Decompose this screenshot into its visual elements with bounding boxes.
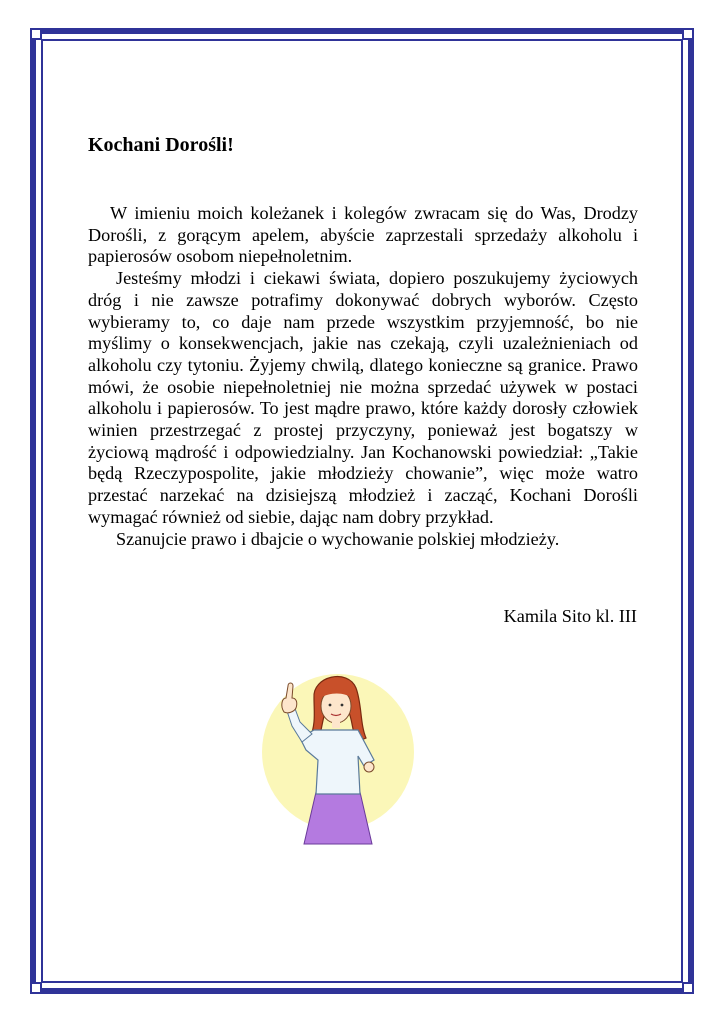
- letter-paragraph-2: Jesteśmy młodzi i ciekawi świata, dopiero poszukujemy życiowych dróg i nie zawsze potrafimy dokonywać dobrych wyborów. Często wybieramy to, co daje nam przede wszystkim przyjemność, bo nie myślimy o konsekwencjach, jakie nas czekają, czyli uzależnieniach od alkoholu czy tytoniu. Żyjemy chwilą, dlatego konieczne są granice. Prawo mówi, że osobie niepełnoletniej nie można sprzedać używek w postaci alkoholu i papierosów. To jest mądre prawo, które każdy dorosły człowiek winien przestrzegać z prostej przyczyny, ponieważ jest bogatszy w życiową mądrość i odpowiedzialny. Jan Kochanowski powiedział: „Takie będą Rzeczypospolite, jakie młodzieży chowanie”, więc może watro przestać narzekać na dzisiejszą młodzież i zacząć, Kochani Dorośli wymagać również od siebie, dając nam dobry przykład.: [88, 268, 638, 527]
- letter-body: [88, 203, 638, 550]
- border-corner-top-right: [682, 28, 694, 40]
- skirt-shape: [304, 792, 372, 844]
- letter-paragraph-3: Szanujcie prawo i dbajcie o wychowanie polskiej młodzieży.: [116, 528, 560, 549]
- letter-paragraph-1: W imieniu moich koleżanek i kolegów zwracam się do Was, Drodzy Dorośli, z gorącym apelem, abyście zaprzestali sprzedaży alkoholu i papierosów osobom niepełnoletnim.: [88, 203, 638, 267]
- border-corner-bottom-left: [30, 982, 42, 994]
- border-corner-bottom-right: [682, 982, 694, 994]
- girl-raising-finger-illustration: [256, 668, 421, 853]
- letter-signature: Kamila Sito kl. III: [503, 606, 637, 626]
- lower-hand-shape: [364, 762, 374, 772]
- letter-heading: Kochani Dorośli!: [88, 134, 234, 156]
- border-corner-top-left: [30, 28, 42, 40]
